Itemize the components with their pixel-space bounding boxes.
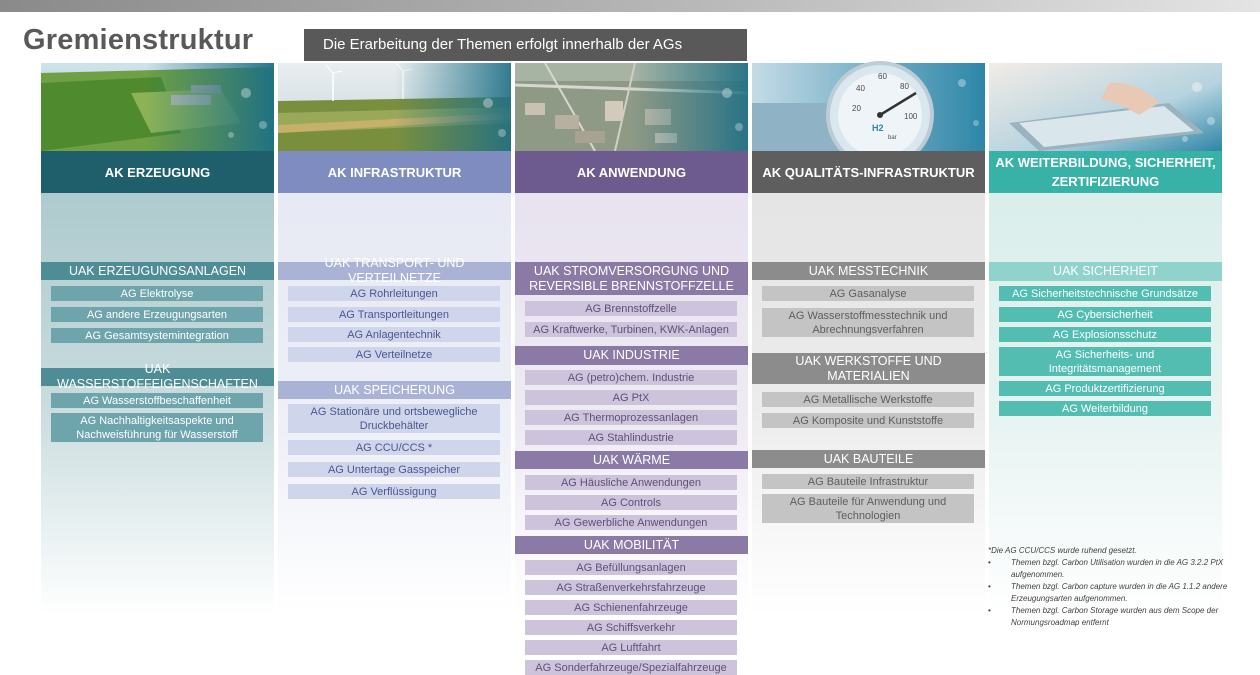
uak-sicherheit: UAK SICHERHEIT [989,262,1222,281]
page-title: Gremienstruktur [23,24,254,56]
ag-item: AG Stahlindustrie [525,430,737,445]
ag-item: AG Häusliche Anwendungen [525,475,737,490]
ag-item: AG Gewerbliche Anwendungen [525,515,737,530]
column-anwendung [515,63,748,674]
ak-header-qualitaet: AK QUALITÄTS-INFRASTRUKTUR [752,151,985,193]
subtitle-banner: Die Erarbeitung der Themen erfolgt innerhalb der AGs [304,29,747,61]
ag-item: AG Sicherheitstechnische Grundsätze [999,286,1211,301]
ag-item: AG andere Erzeugungsarten [51,307,263,322]
uak-transport-verteilnetze: UAK TRANSPORT- UND VERTEILNETZE [278,262,511,280]
ag-item: AG Straßenverkehrsfahrzeuge [525,580,737,595]
gauge-tick: 20 [852,104,861,113]
uak-stromversorgung: UAK STROMVERSORGUNG UND REVERSIBLE BRENNSTOFFZELLE [515,262,748,295]
ag-item: AG Weiterbildung [999,401,1211,416]
footnote-item: • Themen bzgl. Carbon capture wurden in die AG 1.1.2 andere Erzeugungsarten aufgenommen. [988,581,1260,605]
uak-industrie: UAK INDUSTRIE [515,346,748,365]
ag-item: AG Explosionsschutz [999,327,1211,342]
gauge-center-label: H2 [872,123,884,133]
ak-header-infrastruktur: AK INFRASTRUKTUR [278,151,511,193]
ag-item: AG Stationäre und ortsbewegliche Druckbehälter [288,404,500,433]
column-infrastruktur [278,63,511,615]
ag-item: AG Befüllungsanlagen [525,560,737,575]
photo-wind-turbines [278,63,511,151]
ag-item: AG Controls [525,495,737,510]
gauge-tick: 100 [904,112,918,121]
ag-item: AG Sonderfahrzeuge/Spezialfahrzeuge [525,660,737,675]
ag-item: AG Verteilnetze [288,347,500,362]
ag-item: AG Wasserstoffbeschaffenheit [51,393,263,408]
ag-item: AG Schienenfahrzeuge [525,600,737,615]
ag-item: AG Thermoprozessanlagen [525,410,737,425]
column-erzeugung [41,63,274,615]
column-qualitaet [752,63,985,615]
column-body [278,151,511,615]
ak-header-erzeugung: AK ERZEUGUNG [41,151,274,193]
ak-header-anwendung: AK ANWENDUNG [515,151,748,193]
column-body [752,151,985,615]
ag-item: AG CCU/CCS * [288,440,500,455]
ak-header-weiterbildung: AK WEITERBILDUNG, SICHERHEIT, ZERTIFIZIERUNG [989,151,1222,193]
photo-tablet-hand [989,63,1222,151]
ag-item: AG Rohrleitungen [288,286,500,301]
ag-item: AG Wasserstoffmesstechnik und Abrechnungsverfahren [762,308,974,337]
gauge-tick: 40 [856,84,865,93]
footnotes [988,545,1260,629]
ag-item: AG Bauteile für Anwendung und Technologien [762,494,974,523]
ag-item: AG Untertage Gasspeicher [288,462,500,477]
column-weiterbildung [989,63,1222,615]
ag-item: AG Sicherheits- und Integritätsmanagement [999,347,1211,376]
footnote-item: • Themen bzgl. Carbon Storage wurden aus dem Scope der Normungsroadmap entfernt [988,605,1260,629]
gauge-unit: bar [888,135,897,141]
ag-item: AG Verflüssigung [288,484,500,499]
uak-speicherung: UAK SPEICHERUNG [278,381,511,399]
ag-item: AG Brennstoffzelle [525,301,737,316]
ag-item: AG Kraftwerke, Turbinen, KWK-Anlagen [525,322,737,337]
ag-item: AG PtX [525,390,737,405]
gauge-tick: 80 [900,82,909,91]
uak-erzeugungsanlagen: UAK ERZEUGUNGSANLAGEN [41,262,274,280]
footnote-ccu-ccs: *Die AG CCU/CCS wurde ruhend gesetzt. [988,546,1137,555]
ag-item: AG Luftfahrt [525,640,737,655]
ag-item: AG Nachhaltigkeitsaspekte und Nachweisführung für Wasserstoff [51,413,263,442]
top-accent-bar [0,0,1260,12]
photo-aerial-city [515,63,748,151]
ag-item: AG Schiffsverkehr [525,620,737,635]
uak-bauteile: UAK BAUTEILE [752,450,985,468]
ag-item: AG Metallische Werkstoffe [762,392,974,407]
uak-wasserstoffeigenschaften: UAK WASSERSTOFFEIGENSCHAFTEN [41,368,274,386]
ag-item: AG Gasanalyse [762,286,974,301]
ag-item: AG Produktzertifizierung [999,381,1211,396]
gauge-tick: 60 [878,72,887,81]
column-body [41,151,274,615]
ag-item: AG Cybersicherheit [999,307,1211,322]
ag-item: AG (petro)chem. Industrie [525,370,737,385]
ag-item: AG Anlagentechnik [288,327,500,342]
ag-item: AG Komposite und Kunststoffe [762,413,974,428]
ag-item: AG Gesamtsystemintegration [51,328,263,343]
ag-item: AG Elektrolyse [51,286,263,301]
ag-item: AG Bauteile Infrastruktur [762,474,974,489]
column-body [515,151,748,674]
uak-messtechnik: UAK MESSTECHNIK [752,262,985,280]
uak-werkstoffe: UAK WERKSTOFFE UND MATERIALIEN [752,353,985,384]
photo-pressure-gauge [752,63,985,151]
uak-waerme: UAK WÄRME [515,451,748,469]
uak-mobilitaet: UAK MOBILITÄT [515,536,748,554]
photo-green-fields [41,63,274,151]
footnote-list [988,557,1260,629]
ag-item: AG Transportleitungen [288,307,500,322]
footnote-item: • Themen bzgl. Carbon Utilisation wurden in die AG 3.2.2 PtX aufgenommen. [988,557,1260,581]
